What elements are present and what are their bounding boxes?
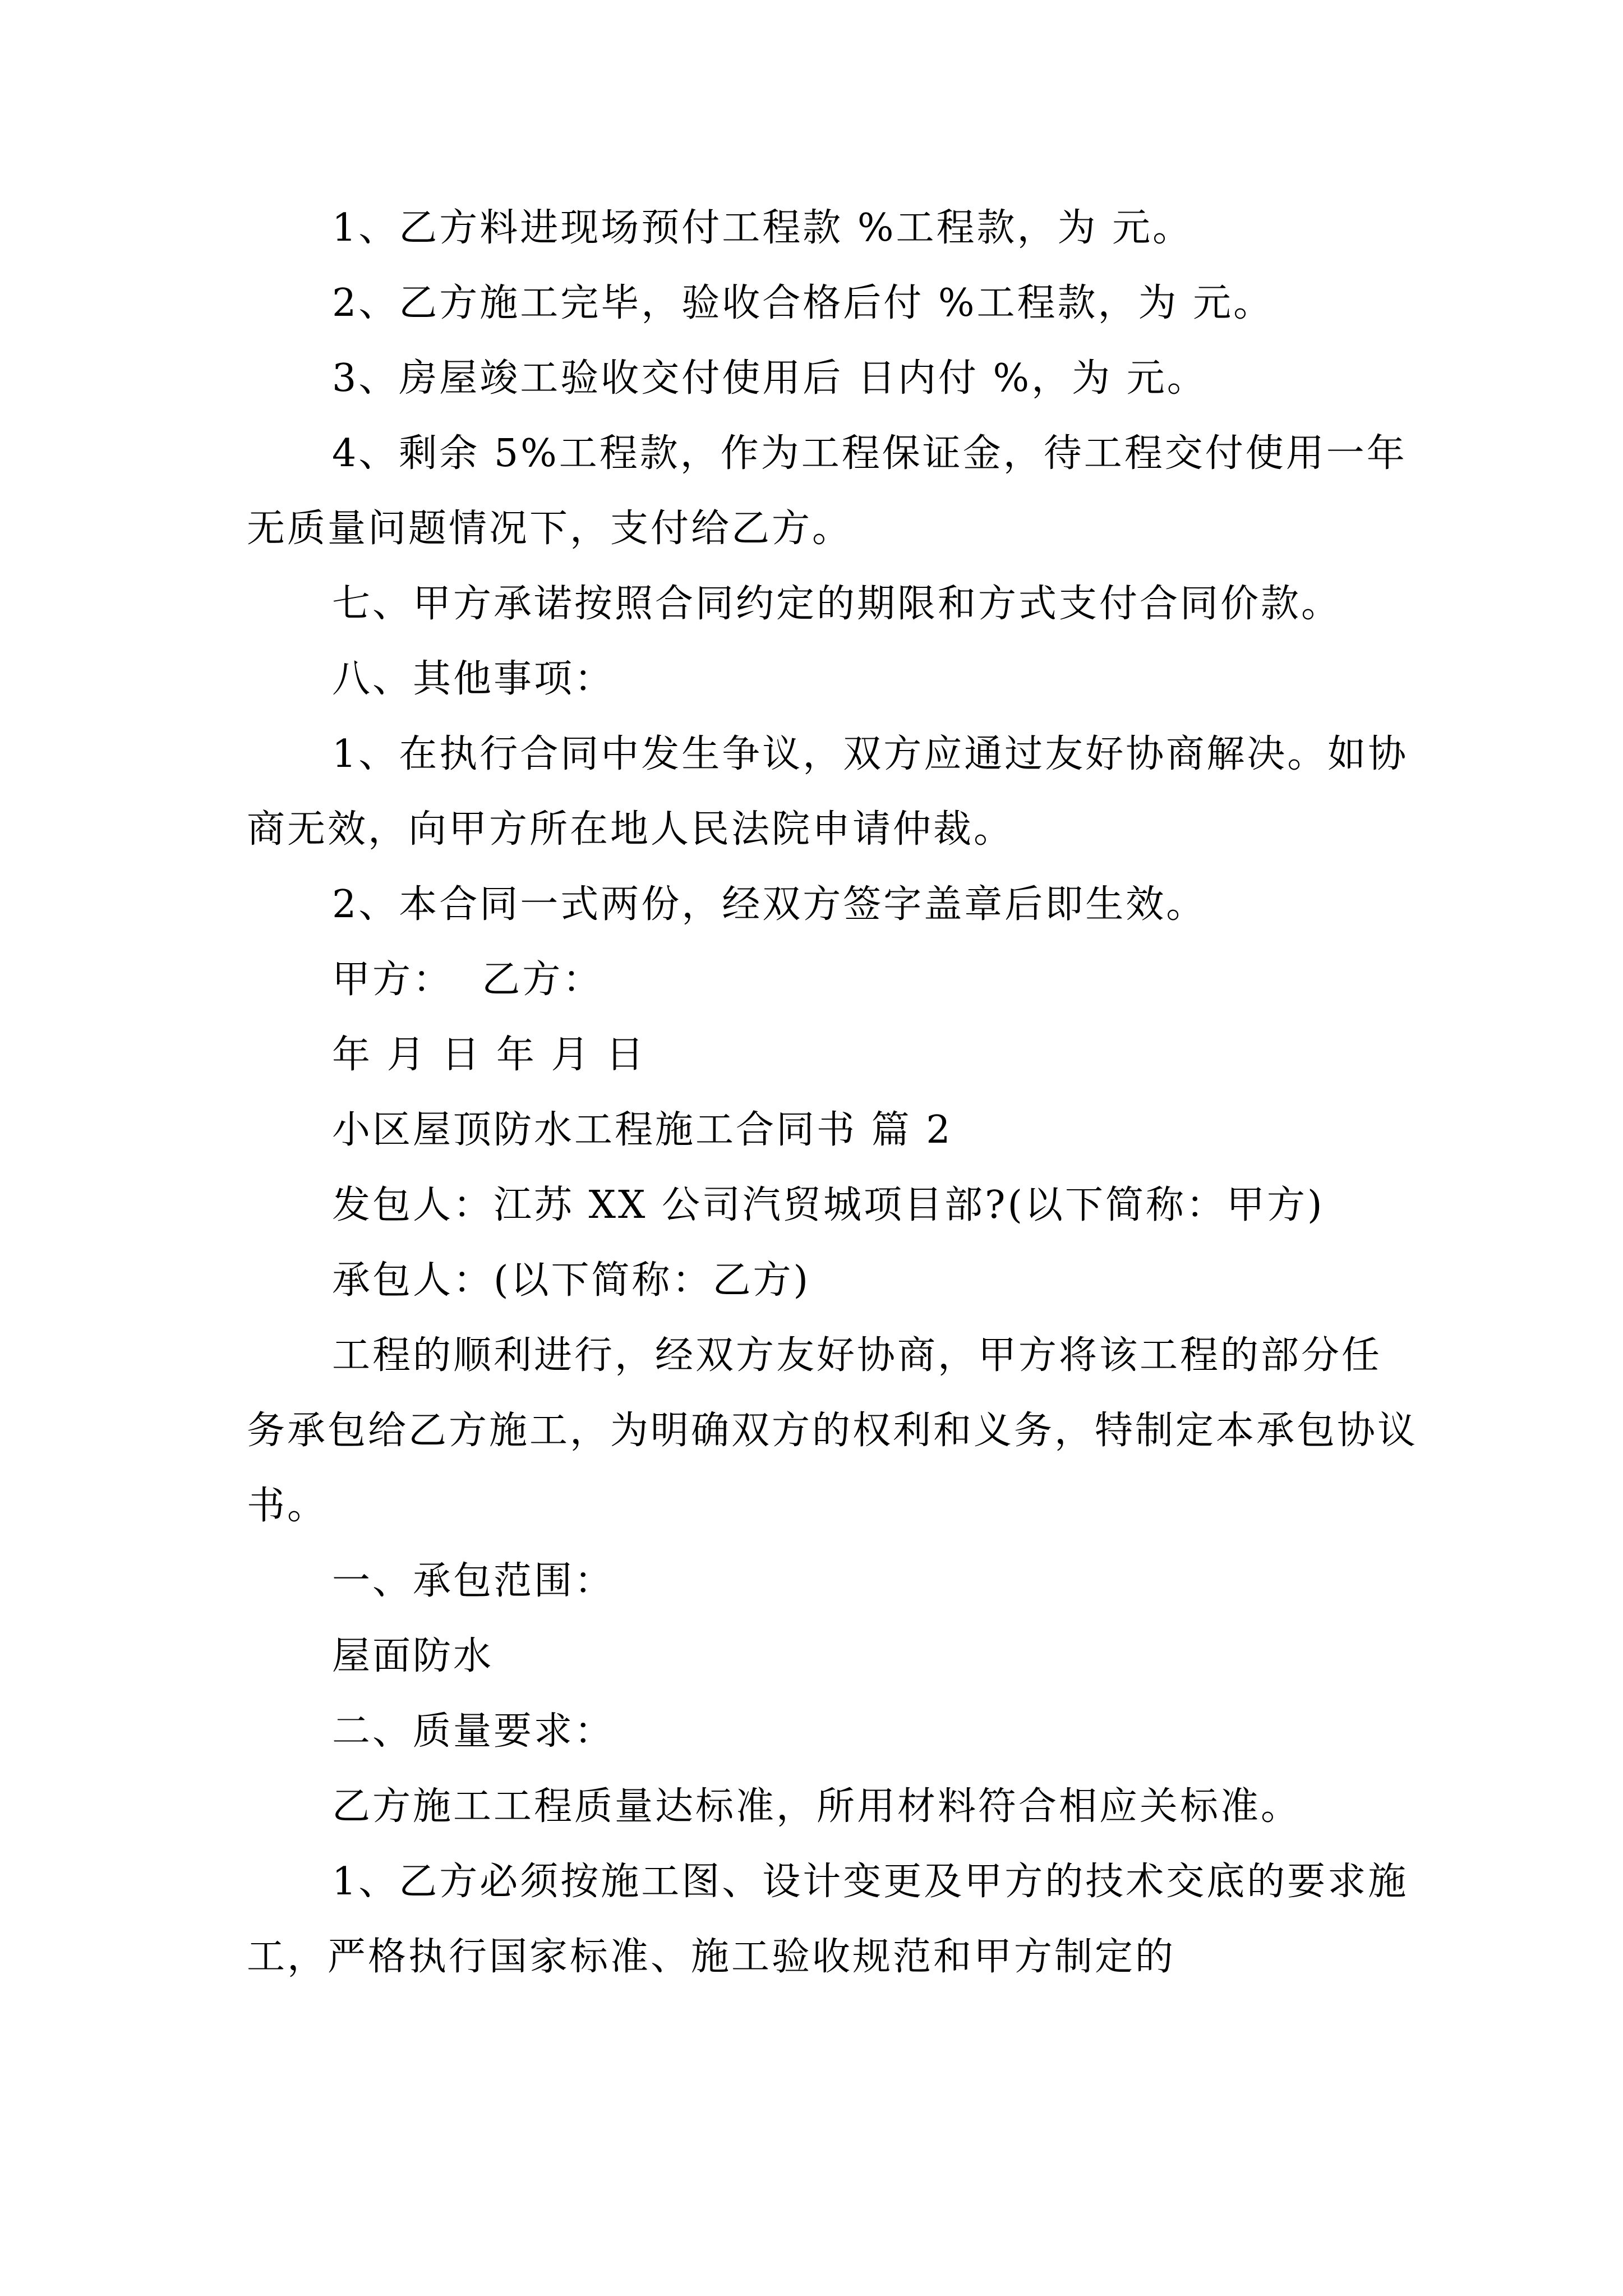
paragraph-payment-1: 1、乙方料进现场预付工程款 %工程款，为 元。 [332,206,1193,250]
paragraph-contractor: 承包人：(以下简称：乙方) [332,1258,811,1303]
paragraph-quality-heading: 二、质量要求： [332,1709,615,1754]
paragraph-preamble: 工程的顺利进行，经双方友好协商，甲方将该工程的部分任务承包给乙方施工，为明确双方的权利和义务，特制定本承包协议书。 [247,1333,1418,1528]
section-title: 小区屋顶防水工程施工合同书 篇 2 [332,1108,953,1152]
paragraph-section-8-heading: 八、其他事项： [332,657,615,701]
paragraph-scope-heading: 一、承包范围： [332,1559,615,1603]
paragraph-dispute: 1、在执行合同中发生争议，双方应通过友好协商解决。如协商无效，向甲方所在地人民法院申请仲裁。 [247,732,1409,852]
paragraph-copies: 2、本合同一式两份，经双方签字盖章后即生效。 [332,882,1207,927]
paragraph-section-7: 七、甲方承诺按照合同约定的期限和方式支付合同价款。 [332,582,1342,626]
paragraph-signature-dates: 年 月 日 年 月 日 [332,1033,647,1077]
paragraph-quality: 乙方施工工程质量达标准，所用材料符合相应关标准。 [332,1784,1302,1829]
paragraph-employer: 发包人：江苏 XX 公司汽贸城项目部?(以下简称：甲方) [332,1183,1325,1227]
paragraph-payment-3: 3、房屋竣工验收交付使用后 日内付 %，为 元。 [332,356,1207,401]
document-body [247,191,1419,1995]
paragraph-scope: 屋面防水 [332,1634,494,1678]
paragraph-payment-2: 2、乙方施工完毕，验收合格后付 %工程款，为 元。 [332,281,1274,325]
paragraph-payment-4: 4、剩余 5%工程款，作为工程保证金，待工程交付使用一年无质量问题情况下，支付给乙方。 [247,431,1407,551]
paragraph-parties-signature: 甲方： 乙方： [332,958,603,1002]
paragraph-quality-1: 1、乙方必须按施工图、设计变更及甲方的技术交底的要求施工，严格执行国家标准、施工验收规范和甲方制定的 [247,1860,1409,1979]
